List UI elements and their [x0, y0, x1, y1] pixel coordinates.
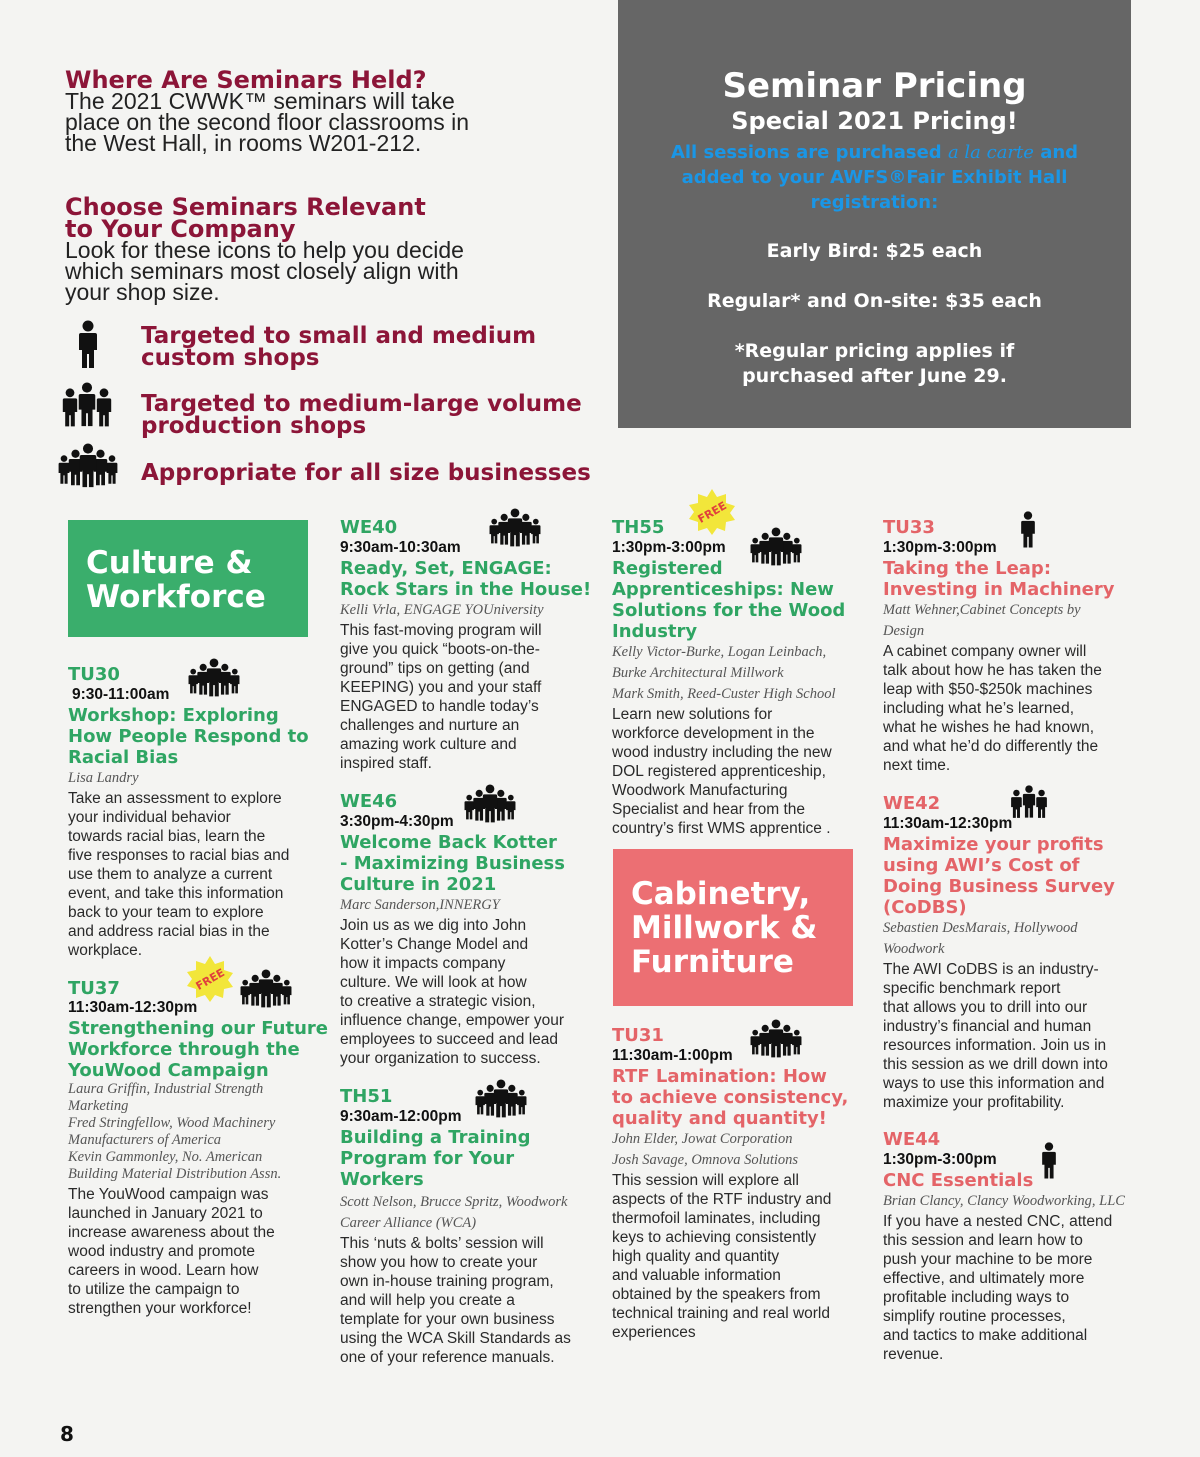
section-title-line: Furniture [631, 944, 794, 980]
where-line: place on the second floor classrooms in [65, 109, 469, 135]
legend-item [141, 462, 601, 484]
pricing-footnote: *Regular pricing applies if [734, 340, 1015, 362]
session-title: CNC Essentials [883, 1170, 1034, 1191]
free-badge [688, 488, 736, 536]
session-th51 [340, 1086, 600, 1367]
session-description: This session will explore all aspects of the RTF industry and thermofoil laminates, including keys to achieving consistently high quality and quantity and valuable information obtained by the speakers from technical training and real world experiences [612, 1172, 832, 1341]
free-badge-text: FREE [695, 499, 729, 526]
session-description: If you have a nested CNC, attend this session and learn how to push your machine to be more effective, and ultimately more profitable including ways to simplify routine processes, and tactics to make additional revenue. [883, 1213, 1113, 1363]
section-title-line: Workforce [86, 579, 266, 615]
legend-item [141, 393, 601, 437]
session-title: Ready, Set, ENGAGE: Rock Stars in the House! [340, 558, 592, 600]
pricing-note-a: All sessions are purchased [670, 142, 942, 163]
small-group-icon [1010, 785, 1048, 819]
session-code: TU37 [68, 978, 120, 999]
session-speaker: Matt Wehner,Cabinet Concepts by Design [883, 602, 1081, 639]
session-tu30 [68, 664, 318, 960]
session-code: TU30 [68, 664, 120, 685]
pricing-footnote: purchased after June 29. [742, 365, 1007, 387]
pricing-subtitle: Special 2021 Pricing! [731, 107, 1018, 135]
session-time: 11:30am-12:30pm [883, 815, 1013, 832]
pricing-early-bird: Early Bird: $25 each [766, 240, 983, 262]
pricing-note-line3: registration: [810, 192, 939, 213]
section-title-line: Culture & [86, 545, 253, 581]
session-speaker: Sebastien DesMarais, Hollywood Woodwork [883, 920, 1078, 957]
single-person-icon [1041, 1142, 1057, 1180]
section-title-line: Millwork & [631, 910, 818, 946]
session-title: Welcome Back Kotter - Maximizing Business Culture in 2021 [340, 832, 565, 895]
large-group-icon [464, 783, 516, 825]
session-title: Taking the Leap: Investing in Machinery [883, 558, 1115, 600]
session-speaker: Scott Nelson, Brucce Spritz, Woodwork Career Alliance (WCA) [340, 1194, 568, 1231]
session-speaker: Brian Clancy, Clancy Woodworking, LLC [883, 1193, 1125, 1209]
choose-heading: to Your Company [65, 215, 296, 243]
session-code: WE42 [883, 793, 941, 814]
large-group-icon [475, 1078, 527, 1120]
section-title-line: Cabinetry, [631, 876, 811, 912]
session-title: Registered Apprenticeships: New Solutions for the Wood Industry [612, 558, 846, 642]
where-line: The 2021 CWWK™ seminars will take [65, 88, 455, 114]
session-tu37 [68, 978, 328, 1318]
free-badge [186, 955, 234, 1003]
page-number: 8 [60, 1422, 74, 1446]
session-description: This ‘nuts & bolts’ session will show you how to create your own in-house training program, and will help you create a template for your own business using the WCA Skill Standards as one of your reference manuals. [340, 1235, 571, 1366]
session-code: TH51 [340, 1086, 393, 1107]
session-speaker: John Elder, Jowat Corporation Josh Savage, Omnova Solutions [612, 1131, 799, 1168]
session-we44 [883, 1129, 1148, 1364]
small-group-icon [62, 382, 112, 428]
session-description: A cabinet company owner will talk about how he has taken the leap with $50-$250k machines including what he’s learned, what he wishes he had known, and what he’d do differently the next time. [883, 643, 1102, 774]
where-heading: Where Are Seminars Held? [65, 66, 427, 94]
where-line: the West Hall, in rooms W201-212. [65, 130, 422, 156]
session-speaker: Laura Griffin, Industrial Strength Marketing Fred Stringfellow, Wood Machinery Manufacturers of America Kevin Gammonley, No. American Building Material Distribution Assn. [68, 1081, 282, 1182]
session-we46 [340, 791, 595, 1068]
session-title: Maximize your profits using AWI’s Cost of Doing Business Survey (CoDBS) [883, 834, 1115, 918]
session-code: WE40 [340, 517, 398, 538]
large-group-icon [750, 527, 802, 567]
pricing-note-italic: a la carte [947, 142, 1034, 163]
single-person-icon [1020, 511, 1036, 549]
session-time: 3:30pm-4:30pm [340, 813, 454, 830]
large-group-icon [489, 507, 541, 549]
free-badge-text: FREE [193, 966, 227, 993]
cabinetry-header [613, 849, 853, 1006]
pricing-note [618, 140, 1131, 215]
legend-item [141, 325, 601, 369]
choose-line: which seminars most closely align with [65, 258, 459, 284]
legend-label: Targeted to small and medium [141, 323, 537, 349]
legend-label: Appropriate for all size businesses [141, 460, 591, 486]
pricing-title: Seminar Pricing [722, 66, 1027, 106]
session-title: Workshop: Exploring How People Respond to Racial Bias [68, 705, 309, 768]
culture-workforce-header [68, 520, 308, 637]
legend-label: Targeted to medium-large volume [141, 391, 582, 417]
session-code: TU31 [612, 1025, 664, 1046]
session-title: RTF Lamination: How to achieve consistency, quality and quantity! [612, 1066, 849, 1129]
intro-where [65, 66, 605, 156]
session-description: Learn new solutions for workforce development in the wood industry including the new DOL registered apprenticeship, Woodwork Manufacturing Specialist and hear from the country’s first WMS apprentice . [612, 706, 832, 837]
session-code: TH55 [612, 517, 665, 538]
pricing-note-line2: added to your AWFS®Fair Exhibit Hall [681, 167, 1068, 188]
session-description: Take an assessment to explore your individual behavior towards racial bias, learn the five responses to racial bias and use them to analyze a current event, and take this information back to your team to explore and address racial bias in the workplace. [68, 790, 290, 959]
intro-choose [65, 193, 605, 305]
pricing-regular: Regular* and On-site: $35 each [707, 290, 1042, 312]
pricing-box [618, 0, 1131, 428]
single-person-icon [78, 320, 98, 370]
session-description: This fast-moving program will give you quick “boots-on-the- ground” tips on getting (and KEEPING) you and your staff ENGAGED to handle today’s challenges and nurture an amazing work culture and inspired staff. [340, 622, 542, 772]
session-time: 11:30am-12:30pm [68, 999, 198, 1016]
session-we40 [340, 517, 595, 773]
session-time: 9:30am-10:30am [340, 539, 461, 556]
large-group-icon [240, 969, 292, 1009]
choose-heading: Choose Seminars Relevant [65, 193, 426, 221]
session-speaker: Kelly Victor-Burke, Logan Leinbach, Burke Architectural Millwork Mark Smith, Reed-Custer High School [612, 644, 836, 702]
choose-line: Look for these icons to help you decide [65, 237, 464, 263]
session-code: WE46 [340, 791, 398, 812]
session-th55 [612, 517, 867, 838]
session-tu33 [883, 517, 1143, 775]
session-time: 9:30am-12:00pm [340, 1108, 462, 1125]
session-speaker: Marc Sanderson,INNERGY [340, 897, 500, 913]
session-time: 1:30pm-3:00pm [883, 539, 997, 556]
session-code: WE44 [883, 1129, 941, 1150]
session-description: The YouWood campaign was launched in January 2021 to increase awareness about the wood industry and promote careers in wood. Learn how to utilize the campaign to strengthen your workforce! [68, 1186, 275, 1317]
legend-label: custom shops [141, 345, 320, 371]
session-title: Strengthening our Future Workforce through the YouWood Campaign [68, 1018, 328, 1081]
large-group-icon [750, 1019, 802, 1059]
session-speaker: Kelli Vrla, ENGAGE YOUniversity [340, 602, 544, 618]
session-tu31 [612, 1025, 867, 1342]
session-description: Join us as we dig into John Kotter’s Change Model and how it impacts company culture. We will look at how to creative a strategic vision, influence change, empower your employees to succeed and lead your organization to success. [340, 917, 565, 1067]
choose-line: your shop size. [65, 279, 220, 305]
session-time: 11:30am-1:00pm [612, 1047, 733, 1064]
session-time: 1:30pm-3:00pm [612, 539, 726, 556]
large-group-icon [58, 443, 118, 489]
legend-label: production shops [141, 413, 367, 439]
session-time: 9:30-11:00am [72, 686, 170, 703]
session-time: 1:30pm-3:00pm [883, 1151, 997, 1168]
large-group-icon [188, 657, 240, 699]
session-description: The AWI CoDBS is an industry- specific benchmark report that allows you to drill into our industry’s financial and human resources information. Join us in this session as we drill down into ways to use this information and maximize your profitability. [883, 961, 1108, 1111]
session-speaker: Lisa Landry [68, 770, 139, 786]
session-we42 [883, 793, 1143, 1112]
session-title: Building a Training Program for Your Workers [340, 1127, 531, 1190]
pricing-note-b: and [1040, 142, 1079, 163]
session-code: TU33 [883, 517, 935, 538]
